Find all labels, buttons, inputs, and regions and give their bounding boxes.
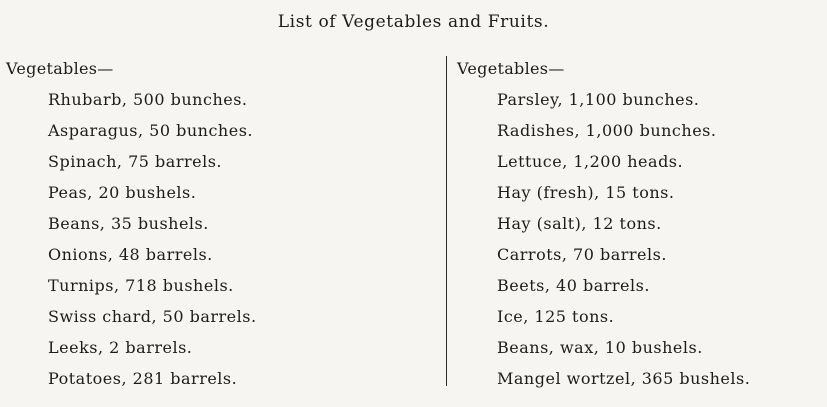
list-item: Asparagus, 50 bunches. bbox=[48, 121, 253, 140]
list-item: Beans, 35 bushels. bbox=[48, 214, 209, 233]
list-item: Hay (fresh), 15 tons. bbox=[497, 183, 675, 202]
page-title: List of Vegetables and Fruits. bbox=[277, 12, 550, 32]
list-item: Lettuce, 1,200 heads. bbox=[497, 152, 684, 171]
list-item: Carrots, 70 barrels. bbox=[497, 245, 667, 264]
list-item: Onions, 48 barrels. bbox=[48, 245, 213, 264]
list-item: Parsley, 1,100 bunches. bbox=[497, 90, 700, 109]
list-item: Potatoes, 281 barrels. bbox=[48, 369, 238, 388]
right-column-heading: Vegetables— bbox=[457, 59, 565, 78]
right-column bbox=[457, 54, 817, 394]
list-item: Ice, 125 tons. bbox=[497, 307, 615, 326]
list-item: Beets, 40 barrels. bbox=[497, 276, 650, 295]
list-item: Rhubarb, 500 bunches. bbox=[48, 90, 248, 109]
list-item: Leeks, 2 barrels. bbox=[48, 338, 193, 357]
list-item: Swiss chard, 50 barrels. bbox=[48, 307, 257, 326]
list-item: Peas, 20 bushels. bbox=[48, 183, 197, 202]
list-item: Hay (salt), 12 tons. bbox=[497, 214, 662, 233]
list-item: Spinach, 75 barrels. bbox=[48, 152, 223, 171]
left-column-heading: Vegetables— bbox=[6, 59, 114, 78]
list-item: Beans, wax, 10 bushels. bbox=[497, 338, 703, 357]
list-item: Radishes, 1,000 bunches. bbox=[497, 121, 717, 140]
list-item: Mangel wortzel, 365 bushels. bbox=[497, 369, 751, 388]
column-divider bbox=[446, 56, 447, 386]
left-column bbox=[6, 54, 426, 394]
right-item-list bbox=[457, 84, 817, 394]
left-item-list bbox=[6, 84, 426, 394]
list-item: Turnips, 718 bushels. bbox=[48, 276, 234, 295]
